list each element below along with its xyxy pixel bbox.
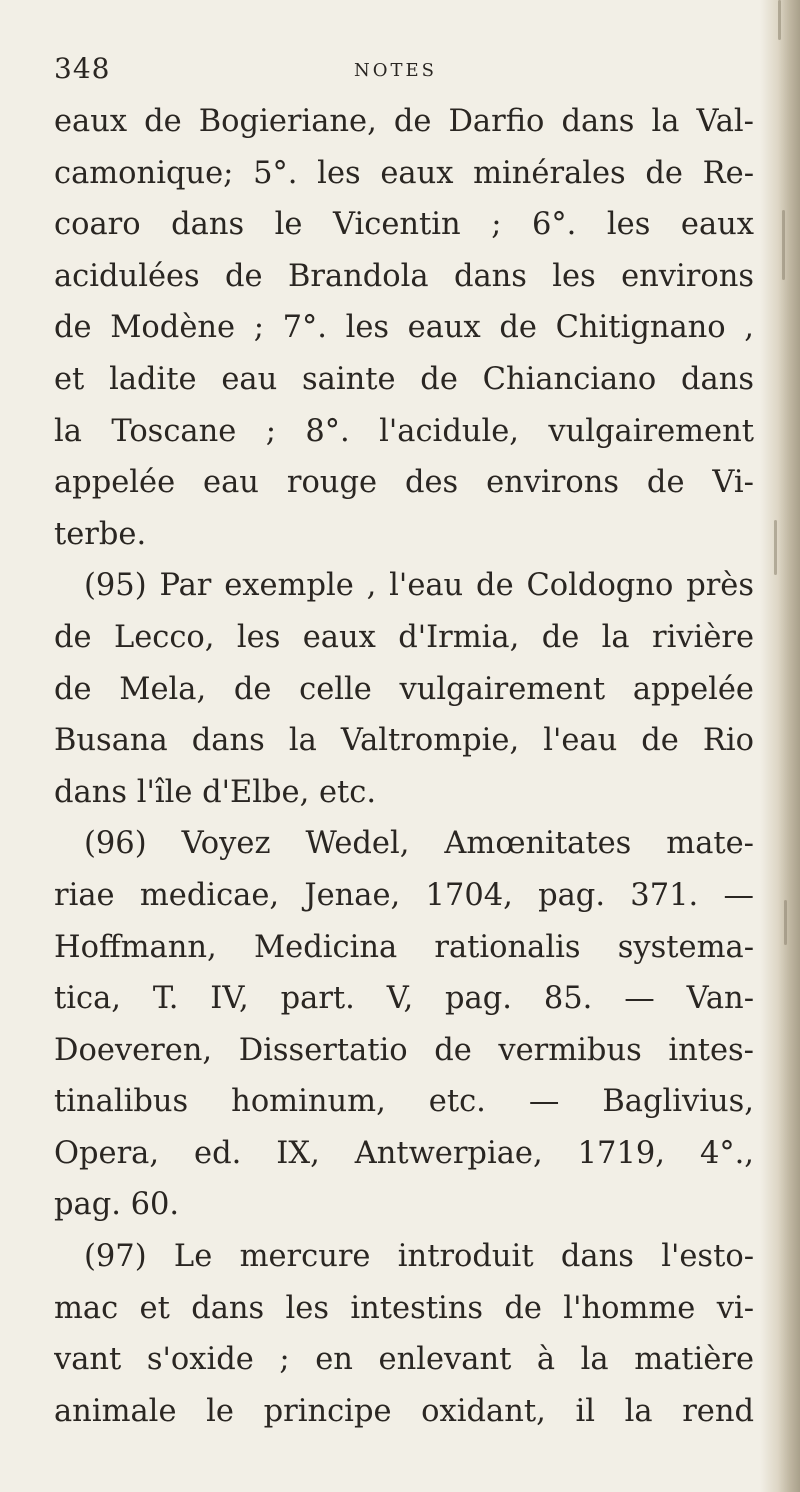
text-line: eaux de Bogieriane, de Darfio dans la Val- xyxy=(54,104,754,139)
text-line: pag. 60. xyxy=(54,1187,180,1223)
text-line: tinalibus hominum, etc. — Baglivius, xyxy=(54,1084,754,1120)
text-line: de Lecco, les eaux d'Irmia, de la rivière xyxy=(54,619,754,655)
text-line: vant s'oxide ; en enlevant à la matière xyxy=(54,1342,754,1378)
text-line: et ladite eau sainte de Chianciano dans xyxy=(54,361,754,397)
text-line: mac et dans les intestins de l'homme vi- xyxy=(54,1290,754,1326)
text-line: camonique; 5°. les eaux minérales de Re- xyxy=(54,155,754,191)
text-line: de Modène ; 7°. les eaux de Chitignano , xyxy=(54,310,754,346)
text-line: Hoffmann, Medicina rationalis systema- xyxy=(54,929,754,965)
note-95-start: (95) Par exemple , l'eau de Coldogno près xyxy=(84,568,754,604)
page-edge xyxy=(760,0,800,1492)
text-line: Busana dans la Valtrompie, l'eau de Rio xyxy=(54,723,754,759)
running-head: NOTES xyxy=(354,60,437,81)
page-header xyxy=(54,52,754,92)
page-number: 348 xyxy=(54,52,111,85)
text-line: de Mela, de celle vulgairement appelée xyxy=(54,671,754,707)
text-line: appelée eau rouge des environs de Vi- xyxy=(54,465,754,501)
text-line: coaro dans le Vicentin ; 6°. les eaux xyxy=(54,207,754,243)
note-97-start: (97) Le mercure introduit dans l'esto- xyxy=(84,1239,754,1275)
notes-text xyxy=(54,96,754,1437)
text-line: la Toscane ; 8°. l'acidule, vulgairement xyxy=(54,413,754,449)
text-line: acidulées de Brandola dans les environs xyxy=(54,258,754,294)
text-line: terbe. xyxy=(54,516,147,552)
text-line: Doeveren, Dissertatio de vermibus intes- xyxy=(54,1032,754,1068)
text-line: Opera, ed. IX, Antwerpiae, 1719, 4°., xyxy=(54,1135,754,1171)
text-line: tica, T. IV, part. V, pag. 85. — Van- xyxy=(54,981,754,1017)
note-96-start: (96) Voyez Wedel, Amœnitates mate- xyxy=(84,826,754,862)
text-line: riae medicae, Jenae, 1704, pag. 371. — xyxy=(54,877,754,913)
text-line: dans l'île d'Elbe, etc. xyxy=(54,774,377,810)
text-line: animale le principe oxidant, il la rend xyxy=(54,1393,754,1429)
